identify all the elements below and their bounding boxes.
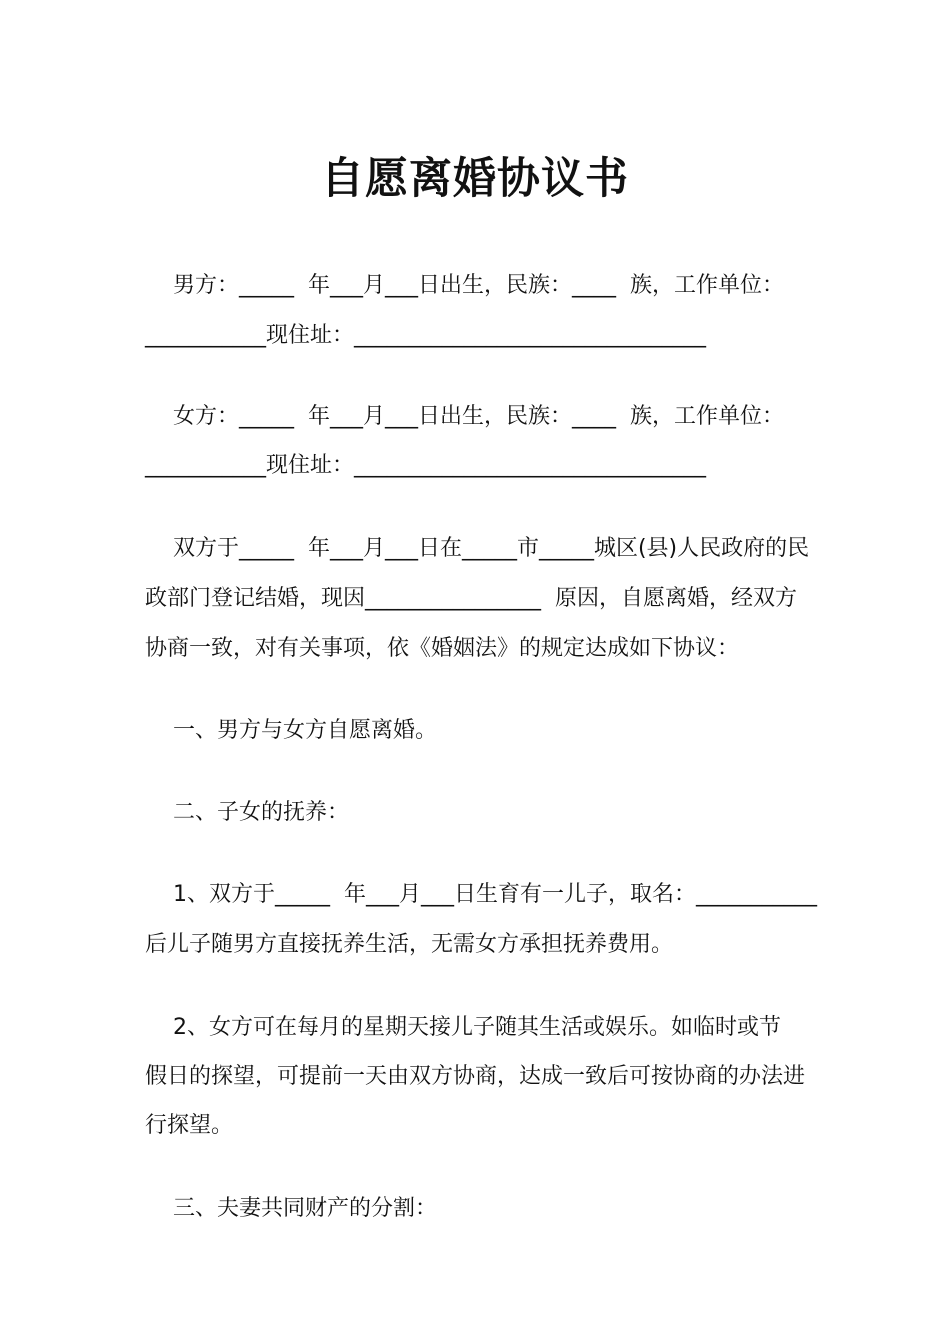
clause-2-1-line-1: 1、双方于_____ 年___月___日生育有一儿子，取名：___________ xyxy=(145,882,817,907)
clause-3-heading: 三、夫妻共同财产的分割： xyxy=(145,1196,437,1221)
female-party-line-1: 女方：_____ 年___月___日出生，民族：____ 族，工作单位： xyxy=(145,404,784,429)
clause-2-2-line-2: 假日的探望，可提前一天由双方协商，达成一致后可按协商的办法进 xyxy=(145,1064,806,1089)
female-party-line-2: ___________现住址：________________________________ xyxy=(145,453,707,478)
clause-2-1-line-2: 后儿子随男方直接抚养生活，无需女方承担抚养费用。 xyxy=(145,932,674,957)
document-title: 自愿离婚协议书 xyxy=(321,154,629,204)
male-party-line-2: ___________现住址：________________________________ xyxy=(145,323,707,348)
clause-1: 一、男方与女方自愿离婚。 xyxy=(145,718,437,743)
preamble-line-2: 政部门登记结婚，现因________________ 原因，自愿离婚，经双方 xyxy=(145,586,797,611)
clause-2-2-line-1: 2、女方可在每月的星期天接儿子随其生活或娱乐。如临时或节 xyxy=(145,1015,781,1040)
preamble-line-1: 双方于_____ 年___月___日在_____市_____城区(县)人民政府的民 xyxy=(145,536,810,561)
clause-2-heading: 二、子女的抚养： xyxy=(145,800,349,825)
male-party-line-1: 男方：_____ 年___月___日出生，民族：____ 族，工作单位： xyxy=(145,273,784,298)
clause-2-2-line-3: 行探望。 xyxy=(145,1113,234,1138)
preamble-line-3: 协商一致，对有关事项，依《婚姻法》的规定达成如下协议： xyxy=(145,636,740,661)
